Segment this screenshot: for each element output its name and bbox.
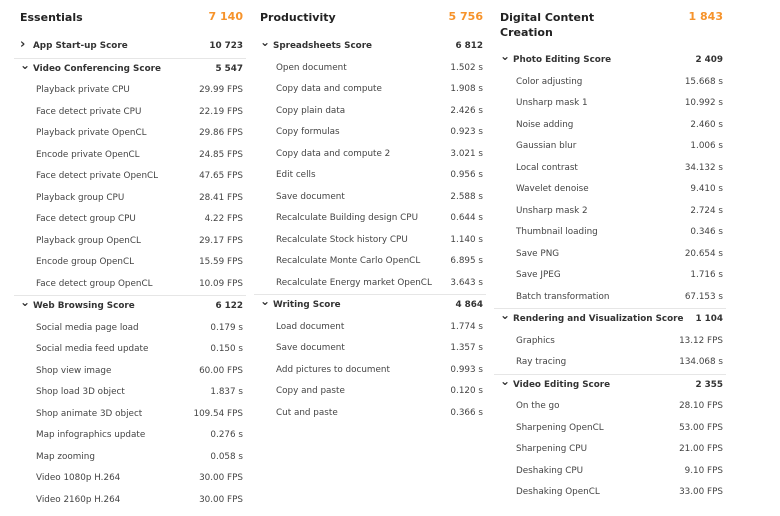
test-value: 15.668 s — [684, 76, 723, 87]
test-row — [14, 382, 246, 404]
test-value: 0.956 s — [450, 170, 483, 180]
test-value: 29.17 FPS — [199, 235, 243, 246]
test-row — [254, 208, 486, 230]
test-value: 22.19 FPS — [199, 106, 243, 117]
test-row — [254, 360, 486, 382]
test-row — [494, 439, 726, 461]
section-title: Web Browsing Score — [33, 301, 135, 311]
test-name: Shop load 3D object — [36, 387, 125, 397]
section-title: Video Conferencing Score — [33, 63, 161, 74]
test-value: 29.86 FPS — [199, 128, 243, 138]
test-value: 1.140 s — [450, 234, 483, 245]
test-value: 6.895 s — [450, 256, 483, 266]
section-title: Rendering and Visualization Score — [513, 314, 684, 324]
test-value: 47.65 FPS — [199, 171, 243, 181]
test-name: Recalculate Stock history CPU — [276, 234, 408, 245]
section-title: App Start-up Score — [33, 41, 128, 51]
test-row — [14, 447, 246, 469]
test-name: Playback group CPU — [36, 192, 125, 203]
test-row — [14, 166, 246, 188]
test-value: 13.12 FPS — [679, 335, 723, 346]
test-row — [14, 274, 246, 296]
test-name: Map zooming — [36, 451, 95, 462]
test-value: 33.00 FPS — [679, 487, 723, 497]
section-title: Writing Score — [273, 300, 341, 310]
test-row — [254, 165, 486, 187]
test-row — [494, 158, 726, 180]
test-row — [494, 179, 726, 201]
test-name: Recalculate Energy market OpenCL — [276, 277, 432, 288]
test-row — [14, 425, 246, 447]
test-name: Face detect group OpenCL — [36, 278, 153, 289]
test-row — [254, 79, 486, 101]
test-name: Face detect group CPU — [36, 214, 136, 224]
category-header — [254, 0, 486, 36]
test-value: 0.120 s — [450, 386, 483, 396]
chevron-down-icon: ⌄ — [260, 35, 271, 49]
test-row — [14, 252, 246, 274]
section-toggle[interactable] — [494, 374, 726, 397]
section-toggle[interactable] — [14, 58, 246, 81]
test-row — [494, 244, 726, 266]
test-row — [254, 273, 486, 295]
test-value: 3.643 s — [450, 277, 483, 288]
test-name: Sharpening CPU — [516, 444, 588, 454]
test-value: 10.09 FPS — [199, 278, 243, 289]
test-row — [254, 317, 486, 339]
category-score: 5 756 — [448, 10, 483, 23]
test-row — [494, 482, 726, 504]
test-name: Encode group OpenCL — [36, 257, 135, 267]
category-title: Essentials — [20, 11, 83, 24]
test-name: Face detect private CPU — [36, 106, 142, 117]
test-value: 2.724 s — [690, 205, 723, 216]
test-name: Sharpening OpenCL — [516, 422, 604, 433]
test-row — [14, 468, 246, 490]
test-value: 0.179 s — [210, 322, 243, 333]
test-row — [254, 403, 486, 425]
test-value: 0.993 s — [450, 364, 483, 375]
test-row — [254, 144, 486, 166]
test-row — [494, 72, 726, 94]
test-name: Noise adding — [516, 119, 574, 130]
test-value: 1.716 s — [690, 270, 723, 280]
test-value: 0.644 s — [450, 213, 483, 223]
test-name: Copy and paste — [276, 386, 345, 396]
test-row — [494, 265, 726, 287]
test-value: 60.00 FPS — [199, 365, 243, 376]
test-name: Graphics — [516, 335, 555, 346]
test-value: 0.346 s — [690, 227, 723, 237]
test-name: On the go — [516, 401, 560, 411]
test-name: Local contrast — [516, 162, 578, 173]
test-row — [14, 361, 246, 383]
test-row — [494, 115, 726, 137]
section-score: 6 812 — [455, 41, 483, 51]
chevron-down-icon: ⌄ — [260, 294, 271, 308]
section-toggle[interactable] — [14, 36, 246, 58]
test-name: Copy data and compute 2 — [276, 148, 391, 159]
test-name: Copy formulas — [276, 127, 340, 137]
test-row — [254, 58, 486, 80]
section-score: 4 864 — [455, 300, 483, 310]
section-toggle[interactable] — [254, 294, 486, 317]
test-value: 29.99 FPS — [199, 85, 243, 95]
test-row — [494, 396, 726, 418]
test-name: Cut and paste — [276, 407, 338, 418]
test-value: 28.10 FPS — [679, 401, 723, 411]
test-row — [494, 287, 726, 309]
test-row — [14, 339, 246, 361]
test-row — [14, 188, 246, 210]
test-row — [494, 136, 726, 158]
test-row — [494, 418, 726, 440]
section-toggle[interactable] — [254, 36, 486, 58]
test-row — [254, 187, 486, 209]
test-name: Ray tracing — [516, 357, 567, 367]
test-value: 2.426 s — [450, 105, 483, 116]
test-name: Unsharp mask 1 — [516, 98, 588, 108]
test-value: 4.22 FPS — [204, 214, 243, 224]
test-name: Add pictures to document — [276, 364, 390, 375]
test-name: Save document — [276, 343, 345, 353]
test-name: Save PNG — [516, 248, 560, 259]
section-score: 5 547 — [215, 63, 243, 74]
test-value: 21.00 FPS — [679, 444, 723, 454]
section-score: 1 104 — [695, 314, 723, 324]
test-row — [254, 381, 486, 403]
section-score: 2 355 — [695, 379, 723, 390]
test-name: Shop view image — [36, 365, 112, 376]
test-name: Recalculate Monte Carlo OpenCL — [276, 256, 421, 266]
test-value: 1.502 s — [450, 62, 483, 73]
test-value: 1.006 s — [690, 141, 723, 151]
test-row — [14, 231, 246, 253]
test-row — [14, 209, 246, 231]
test-value: 28.41 FPS — [199, 192, 243, 203]
test-name: Save JPEG — [516, 270, 561, 280]
test-name: Deshaking OpenCL — [516, 487, 600, 497]
test-name: Unsharp mask 2 — [516, 205, 588, 216]
test-value: 1.774 s — [450, 321, 483, 332]
test-value: 20.654 s — [684, 248, 723, 259]
test-name: Face detect private OpenCL — [36, 171, 159, 181]
section-title: Spreadsheets Score — [273, 41, 373, 51]
test-row — [14, 123, 246, 145]
test-name: Load document — [276, 321, 345, 332]
test-name: Video 2160p H.264 — [36, 494, 121, 505]
test-value: 9.410 s — [690, 184, 723, 194]
test-name: Social media feed update — [36, 344, 149, 354]
test-name: Deshaking CPU — [516, 465, 584, 476]
section-score: 6 122 — [215, 301, 243, 311]
test-row — [14, 490, 246, 512]
test-value: 10.992 s — [684, 98, 723, 108]
test-value: 0.276 s — [210, 430, 243, 440]
section-toggle[interactable] — [494, 308, 726, 331]
test-row — [494, 352, 726, 374]
test-value: 1.357 s — [450, 343, 483, 353]
test-row — [494, 201, 726, 223]
test-name: Open document — [276, 62, 347, 73]
section-score: 10 723 — [209, 41, 243, 51]
test-row — [494, 461, 726, 483]
test-value: 0.150 s — [210, 344, 243, 354]
test-value: 2.460 s — [690, 119, 723, 130]
test-row — [14, 145, 246, 167]
essentials-column — [14, 0, 246, 511]
test-row — [254, 251, 486, 273]
test-value: 53.00 FPS — [679, 422, 723, 433]
test-row — [494, 93, 726, 115]
category-header — [494, 0, 726, 50]
test-row — [254, 101, 486, 123]
section-title: Photo Editing Score — [513, 55, 612, 65]
digital-content-creation-column — [494, 0, 726, 504]
test-name: Playback group OpenCL — [36, 235, 141, 246]
test-value: 0.366 s — [450, 407, 483, 418]
test-row — [14, 102, 246, 124]
test-value: 0.058 s — [210, 451, 243, 462]
chevron-down-icon: ⌄ — [500, 373, 511, 388]
test-name: Wavelet denoise — [516, 184, 589, 194]
test-name: Social media page load — [36, 322, 139, 333]
test-row — [14, 404, 246, 426]
productivity-column — [254, 0, 486, 424]
test-row — [494, 331, 726, 353]
chevron-down-icon: ⌄ — [500, 308, 511, 322]
test-value: 30.00 FPS — [199, 473, 243, 483]
test-name: Gaussian blur — [516, 141, 577, 151]
test-value: 109.54 FPS — [193, 408, 243, 419]
chevron-right-icon: › — [20, 37, 26, 52]
test-value: 1.908 s — [450, 84, 483, 94]
test-value: 15.59 FPS — [199, 257, 243, 267]
test-name: Playback private CPU — [36, 85, 130, 95]
test-value: 134.068 s — [679, 357, 723, 367]
category-title: Productivity — [260, 11, 336, 24]
test-name: Copy data and compute — [276, 84, 382, 94]
test-value: 9.10 FPS — [684, 465, 723, 476]
test-value: 1.837 s — [210, 387, 243, 397]
test-row — [254, 230, 486, 252]
section-toggle[interactable] — [494, 50, 726, 72]
test-value: 0.923 s — [450, 127, 483, 137]
test-name: Batch transformation — [516, 291, 610, 302]
category-score: 1 843 — [688, 10, 723, 23]
section-toggle[interactable] — [14, 295, 246, 318]
category-header — [14, 0, 246, 36]
section-score: 2 409 — [695, 55, 723, 65]
test-name: Color adjusting — [516, 76, 583, 87]
test-name: Edit cells — [276, 170, 316, 180]
chevron-down-icon: ⌄ — [20, 295, 31, 309]
test-value: 67.153 s — [684, 291, 723, 302]
test-row — [494, 222, 726, 244]
test-name: Recalculate Building design CPU — [276, 213, 419, 223]
test-name: Copy plain data — [276, 105, 346, 116]
test-name: Playback private OpenCL — [36, 128, 147, 138]
test-row — [254, 338, 486, 360]
test-value: 30.00 FPS — [199, 494, 243, 505]
test-name: Video 1080p H.264 — [36, 473, 121, 483]
test-name: Thumbnail loading — [516, 227, 598, 237]
test-name: Shop animate 3D object — [36, 408, 143, 419]
test-row — [14, 80, 246, 102]
category-score: 7 140 — [208, 10, 243, 23]
test-name: Encode private OpenCL — [36, 149, 140, 160]
test-row — [14, 318, 246, 340]
section-title: Video Editing Score — [513, 379, 611, 390]
test-value: 24.85 FPS — [199, 149, 243, 160]
category-title: Digital Content Creation — [500, 11, 595, 39]
chevron-down-icon: ⌄ — [20, 57, 31, 72]
test-name: Map infographics update — [36, 430, 146, 440]
test-value: 3.021 s — [450, 148, 483, 159]
test-value: 34.132 s — [684, 162, 723, 173]
test-name: Save document — [276, 191, 345, 202]
test-value: 2.588 s — [450, 191, 483, 202]
test-row — [254, 122, 486, 144]
chevron-down-icon: ⌄ — [500, 49, 511, 63]
